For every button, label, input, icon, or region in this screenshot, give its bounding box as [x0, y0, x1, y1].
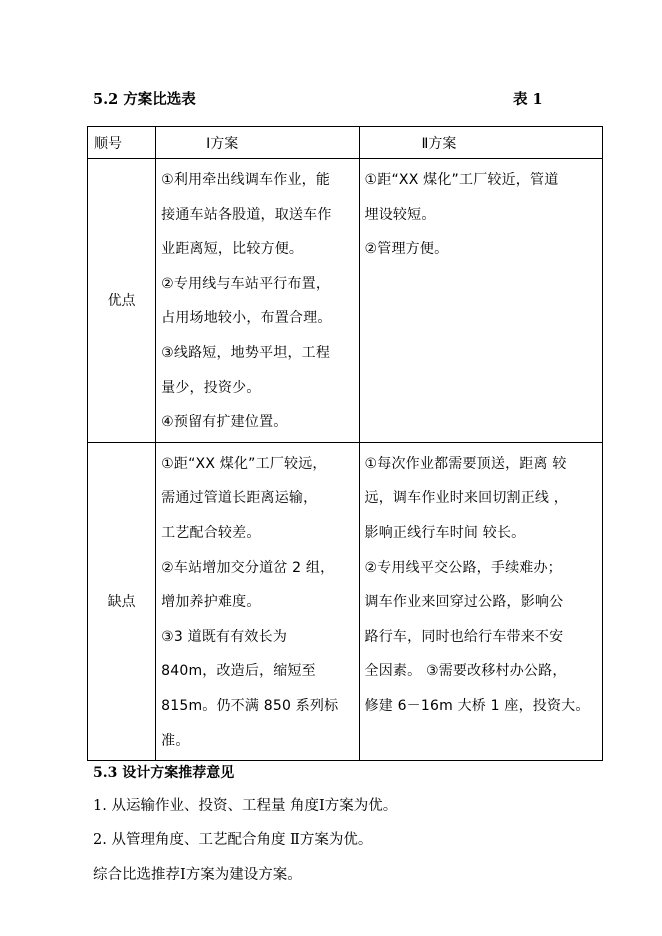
- text-line: 路行车，同时也给行车带来不安: [364, 628, 564, 645]
- text-line: ①距“XX 煤化”工厂较近，管道: [364, 172, 559, 188]
- table-row-disadvantages: [88, 442, 603, 760]
- text-line: 远，调车作业时来回切割正线 ，: [364, 490, 568, 507]
- row-label-disadvantages: 缺点: [88, 442, 156, 760]
- header-index: 顺号: [88, 127, 156, 159]
- row-label-advantages: 优点: [88, 159, 156, 443]
- text-line: 调车作业来回穿过公路，影响公: [364, 594, 564, 611]
- text-line: 815m。仍不满 850 系列标: [161, 697, 339, 714]
- table-number: 表 1: [513, 91, 543, 108]
- text-line: 接通车站各股道，取送车作: [161, 206, 332, 223]
- text-line: 准。: [161, 732, 190, 749]
- recommendation-item: 2. 从管理角度、工艺配合角度 Ⅱ方案为优。: [93, 832, 373, 848]
- text-line: 埋设较短。: [364, 206, 436, 223]
- text-line: ②管理方便。: [364, 241, 449, 258]
- text-line: ②专用线与车站平行布置，: [161, 275, 331, 292]
- text-line: 需通过管道长距离运输，: [161, 490, 318, 507]
- text-line: 修建 6－16m 大桥 1 座，投资大。: [364, 697, 590, 714]
- section-heading: 5.2 方案比选表: [93, 91, 196, 108]
- header-plan-b: Ⅱ方案: [359, 127, 602, 159]
- text-line: ①距“XX 煤化”工厂较远，: [161, 455, 327, 472]
- comparison-table: [87, 126, 603, 761]
- text-line: 全因素。 ③需要改移村办公路，: [364, 663, 567, 680]
- recommendation-heading: 5.3 设计方案推荐意见: [93, 765, 235, 781]
- advantages-plan-b: [359, 159, 602, 443]
- text-line: ④预留有扩建位置。: [161, 414, 288, 431]
- disadvantages-plan-a: [156, 442, 359, 760]
- advantages-plan-a: [156, 159, 359, 443]
- text-line: 840m，改造后，缩短至: [161, 663, 316, 680]
- recommendation-conclusion: 综合比选推荐Ⅰ方案为建设方案。: [93, 867, 302, 883]
- text-line: 占用场地较小，布置合理。: [161, 310, 332, 327]
- text-line: ①每次作业都需要顶送，距离 较: [364, 455, 567, 472]
- recommendation-item: 1. 从运输作业、投资、工程量 角度Ⅰ方案为优。: [93, 798, 398, 814]
- table-header-row: [88, 127, 603, 159]
- text-line: ②专用线平交公路，手续难办；: [364, 559, 562, 576]
- header-plan-a: Ⅰ方案: [156, 127, 359, 159]
- text-line: 业距离短，比较方便。: [161, 241, 304, 258]
- text-line: ③线路短，地势平坦，工程: [161, 344, 331, 361]
- text-line: ①利用牵出线调车作业，能: [161, 172, 331, 188]
- text-line: ②车站增加交分道岔 2 组，: [161, 559, 335, 576]
- table-row-advantages: [88, 159, 603, 443]
- text-line: ③3 道既有有效长为: [161, 628, 288, 645]
- disadvantages-plan-b: [359, 442, 602, 760]
- text-line: 增加养护难度。: [161, 594, 261, 611]
- text-line: 量少，投资少。: [161, 379, 261, 396]
- text-line: 工艺配合较差。: [161, 524, 261, 541]
- text-line: 影响正线行车时间 较长。: [364, 524, 526, 541]
